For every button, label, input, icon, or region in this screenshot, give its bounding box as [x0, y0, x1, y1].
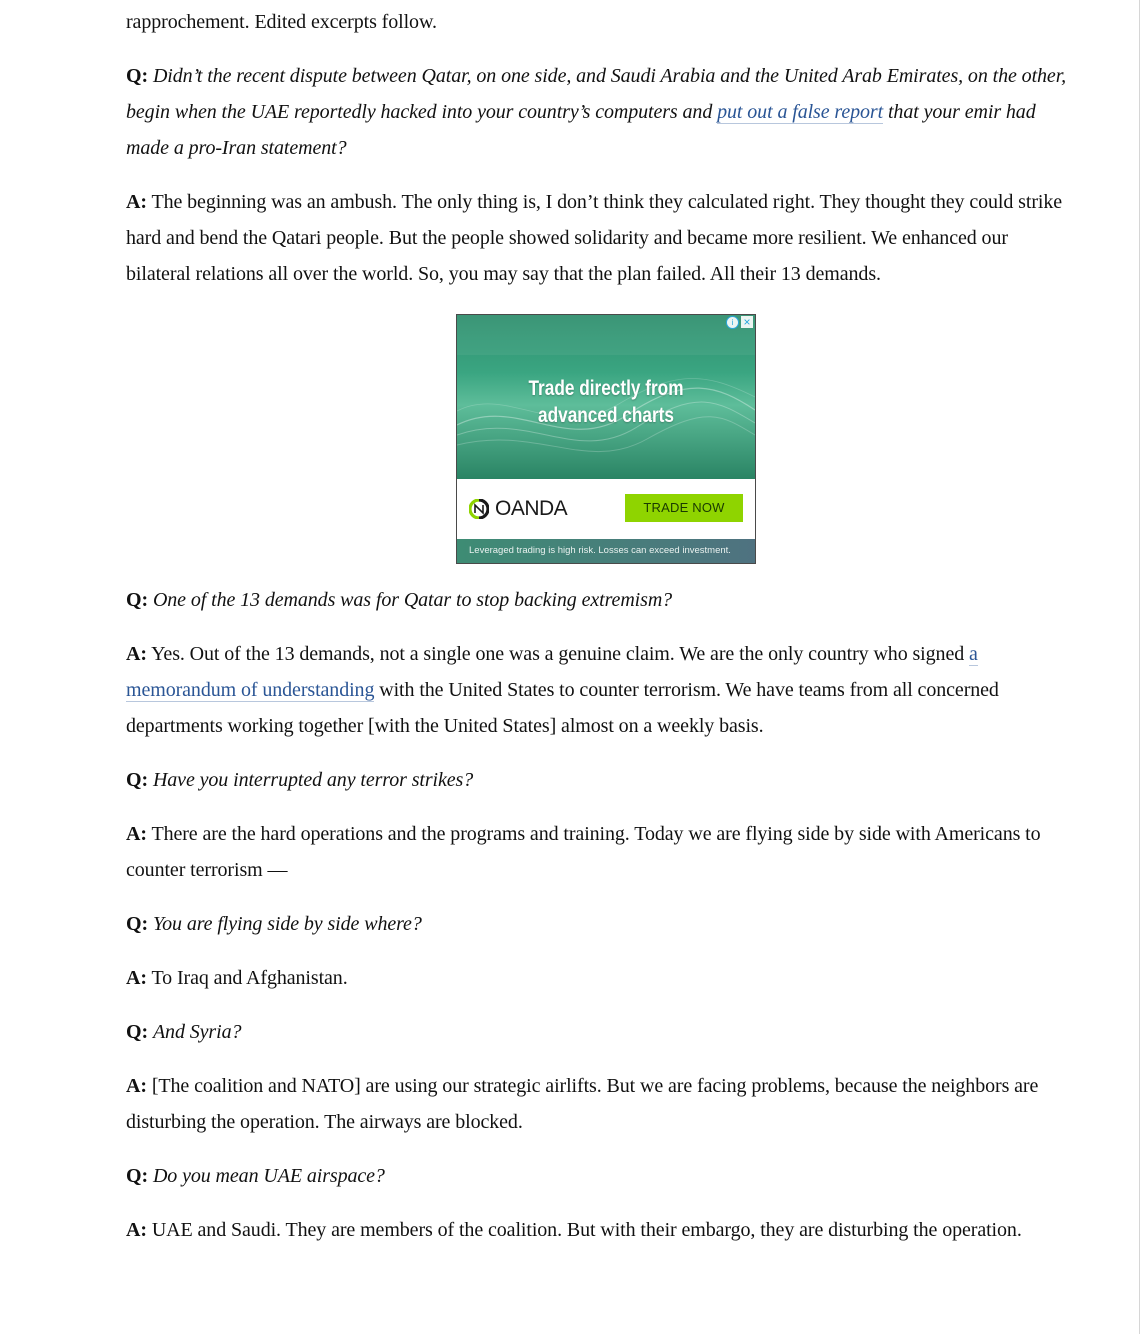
ad-headline-line2: advanced charts — [538, 404, 674, 427]
answer-paragraph — [126, 184, 1071, 292]
answer-label: A: — [126, 1075, 147, 1097]
answer-text: The beginning was an ambush. The only thing is, I don’t think they calculated right. They thought they could strike hard and bend the Qatari people. But the people showed solidarity and became more resilient. We enhanced our bilateral relations all over the world. So, you may say that the plan failed. All their 13 demands. — [126, 191, 1063, 285]
answer-text: [The coalition and NATO] are using our strategic airlifts. But we are facing problems, because the neighbors are disturbing the operation. The airways are blocked. — [126, 1075, 1039, 1133]
answer-paragraph — [126, 1212, 1071, 1248]
oanda-ad-banner[interactable] — [456, 314, 756, 564]
question-text: Have you interrupted any terror strikes? — [152, 769, 474, 791]
ad-close-icon[interactable]: × — [741, 316, 753, 328]
ad-container — [126, 314, 1071, 564]
question-paragraph — [126, 762, 1071, 798]
answer-label: A: — [126, 967, 147, 989]
answer-text: There are the hard operations and the programs and training. Today we are flying side by side with Americans to counter terrorism — — [126, 823, 1041, 881]
ad-headline — [484, 375, 728, 429]
ad-brand-bar — [457, 479, 755, 539]
question-text: One of the 13 demands was for Qatar to stop backing extremism? — [152, 589, 673, 611]
question-paragraph — [126, 582, 1071, 618]
trade-now-button[interactable]: TRADE NOW — [625, 494, 743, 522]
ad-brand-name: OANDA — [495, 497, 568, 520]
answer-text-end: with the United States to counter terrorism. We have teams from all concerned departments working together [with the United States] almost on a weekly basis. — [126, 679, 999, 737]
page-edge-divider — [1139, 0, 1140, 1334]
question-label: Q: — [126, 1021, 149, 1043]
ad-footer — [457, 539, 755, 563]
question-paragraph — [126, 58, 1071, 166]
question-label: Q: — [126, 1165, 149, 1187]
question-paragraph — [126, 1158, 1071, 1194]
answer-paragraph — [126, 816, 1071, 888]
question-label: Q: — [126, 769, 149, 791]
question-text-start: Didn’t the recent dispute between Qatar, on one side, and Saudi Arabia and the United Arab Emirates, on the other, begin when the UAE reportedly hacked into your country’s computers and — [126, 65, 1067, 123]
oanda-logo-icon — [469, 499, 489, 519]
question-paragraph — [126, 1014, 1071, 1050]
answer-paragraph — [126, 1068, 1071, 1140]
answer-label: A: — [126, 643, 147, 665]
question-label: Q: — [126, 913, 149, 935]
answer-text: To Iraq and Afghanistan. — [151, 967, 348, 989]
question-label: Q: — [126, 65, 149, 87]
answer-label: A: — [126, 823, 147, 845]
question-paragraph — [126, 906, 1071, 942]
intro-paragraph — [126, 4, 1071, 40]
question-text-end: that your emir had made a pro-Iran statement? — [126, 101, 1036, 159]
memorandum-link[interactable]: a memorandum of understanding — [126, 643, 978, 701]
intro-text: rapprochement. Edited excerpts follow. — [126, 11, 437, 33]
ad-info-icon[interactable]: i — [726, 316, 739, 329]
question-text: And Syria? — [152, 1021, 242, 1043]
question-text: Do you mean UAE airspace? — [152, 1165, 385, 1187]
answer-paragraph — [126, 636, 1071, 744]
answer-label: A: — [126, 191, 147, 213]
answer-text-start: Yes. Out of the 13 demands, not a single one was a genuine claim. We are the only country who signed — [151, 643, 970, 665]
ad-choices[interactable] — [723, 316, 753, 329]
question-label: Q: — [126, 589, 149, 611]
oanda-logo — [469, 497, 567, 521]
question-text — [126, 65, 1066, 159]
question-text: You are flying side by side where? — [152, 913, 422, 935]
answer-text — [126, 643, 999, 737]
false-report-link[interactable]: put out a false report — [717, 101, 884, 123]
ad-disclaimer: Leveraged trading is high risk. Losses can exceed investment. — [469, 545, 731, 556]
answer-text: UAE and Saudi. They are members of the coalition. But with their embargo, they are disturbing the operation. — [151, 1219, 1022, 1241]
ad-image-area[interactable] — [457, 315, 755, 479]
answer-paragraph — [126, 960, 1071, 996]
ad-headline-line1: Trade directly from — [528, 377, 684, 400]
answer-label: A: — [126, 1219, 147, 1241]
article-body — [126, 0, 1071, 1248]
